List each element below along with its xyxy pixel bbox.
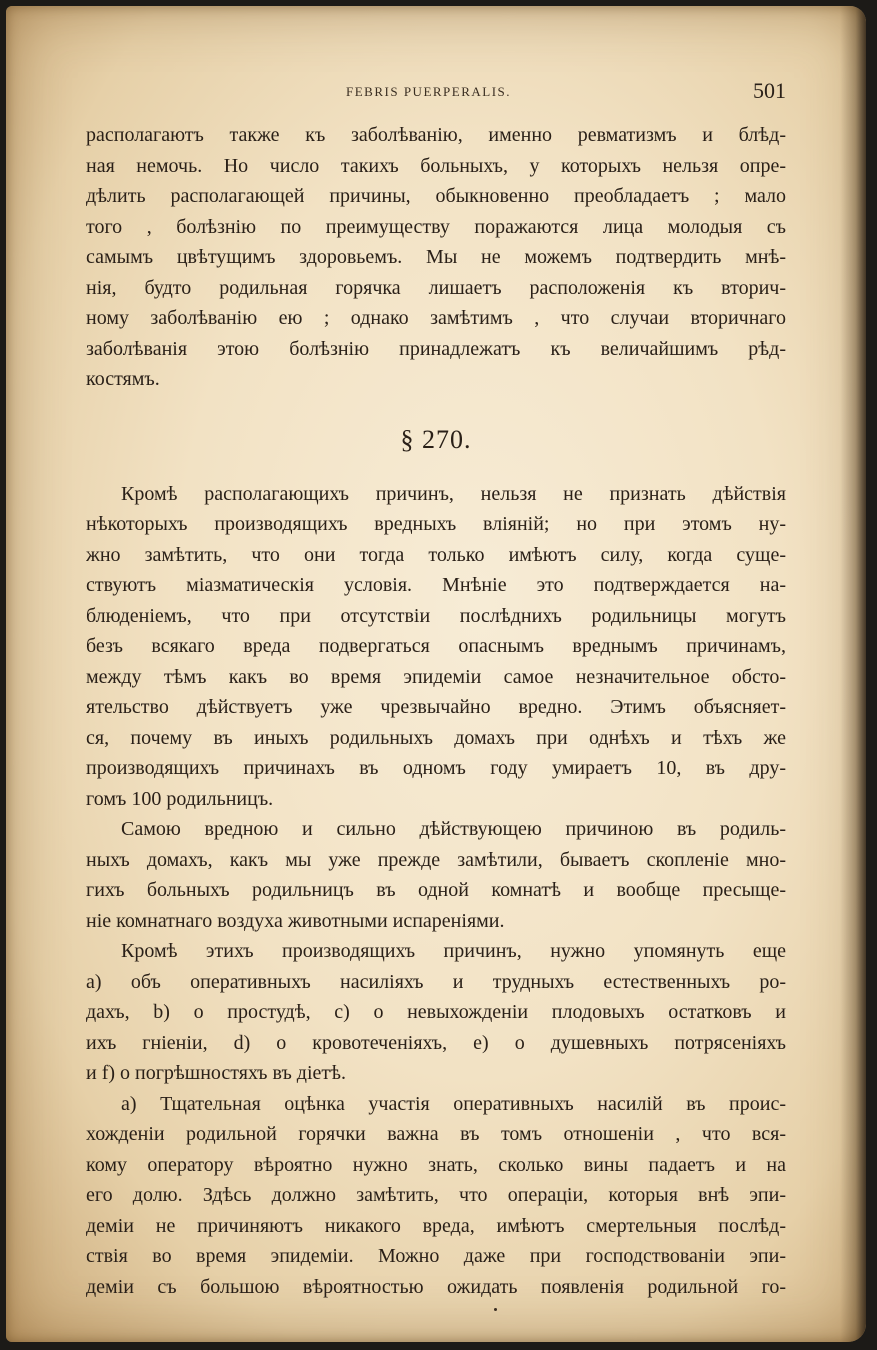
paragraph — [86, 936, 786, 1089]
ink-speck — [494, 1308, 497, 1311]
text-line: блюденіемъ, что при отсутствіи послѣднихъ родильницы могутъ — [86, 604, 786, 627]
text-line: ся, почему въ иныхъ родильныхъ домахъ при однѣхъ и тѣхъ же — [86, 726, 786, 749]
text-line: хожденіи родильной горячки важна въ томъ отношеніи , что вся- — [86, 1123, 786, 1145]
text-line: ствуютъ міазматическія условія. Мнѣніе это подтверждается на- — [86, 574, 786, 596]
text-line: ятельство дѣйствуетъ уже чрезвычайно вредно. Этимъ объясняет- — [86, 696, 786, 718]
text-line: ихъ гніеніи, d) о кровотеченіяхъ, e) о душевныхъ потрясеніяхъ — [86, 1031, 786, 1054]
text-line: ная немочь. Но число такихъ больныхъ, у которыхъ нельзя опре- — [86, 154, 786, 177]
text-line: ніе комнатнаго воздуха животными испареніями. — [86, 909, 505, 932]
text-line: того , болѣзнію по преимуществу поражаются лица молодыя съ — [86, 215, 786, 238]
text-line: производящихъ причинахъ въ одномъ году умираетъ 10, въ дру- — [86, 757, 786, 779]
text-line: ствія во время эпидеміи. Можно даже при господствованіи эпи- — [86, 1245, 786, 1267]
text-line: между тѣмъ какъ во время эпидеміи самое незначительное обсто- — [86, 665, 786, 688]
text-line: ныхъ домахъ, какъ мы уже прежде замѣтили, бываетъ скопленіе мно- — [86, 848, 786, 871]
page-number: 501 — [753, 78, 786, 103]
text-line: дѣлить располагающей причины, обыкновенно преобладаетъ ; мало — [86, 185, 786, 207]
paragraph — [86, 120, 786, 395]
text-line: располагаютъ также къ заболѣванію, именно ревматизмъ и блѣд- — [86, 124, 786, 146]
running-title: FEBRIS PUERPERALIS. — [346, 84, 512, 99]
text-line: нѣкоторыхъ производящихъ вредныхъ вліяній; но при этомъ ну- — [86, 513, 786, 535]
text-line: жно замѣтить, что они тогда только имѣютъ силу, когда суще- — [86, 543, 786, 566]
text-line: нія, будто родильная горячка лишаетъ расположенія къ вторич- — [86, 276, 786, 299]
paragraph — [86, 1089, 786, 1303]
text-line: заболѣванія этою болѣзнію принадлежатъ къ величайшимъ рѣд- — [86, 337, 786, 360]
text-line: самымъ цвѣтущимъ здоровьемъ. Мы не можемъ подтвердить мнѣ- — [86, 246, 786, 268]
text-line: костямъ. — [86, 368, 160, 390]
text-line: деміи не причиняютъ никакого вреда, имѣютъ смертельныя послѣд- — [86, 1214, 786, 1237]
text-line: гомъ 100 родильницъ. — [86, 787, 274, 810]
paragraph — [86, 479, 786, 815]
text-line: и f) о погрѣшностяхъ въ діетѣ. — [86, 1062, 347, 1084]
text-line: кому оператору вѣроятно нужно знать, сколько вины падаетъ и на — [86, 1153, 786, 1176]
text-line: безъ всякаго вреда подвергаться опаснымъ вреднымъ причинамъ, — [86, 635, 786, 657]
text-line: Самою вредною и сильно дѣйствующею причиною въ родиль- — [121, 818, 786, 840]
paragraph — [86, 814, 786, 936]
text-line: a) Тщательная оцѣнка участія оперативныхъ насилій въ проис- — [121, 1092, 786, 1115]
book-page — [6, 6, 866, 1342]
text-line: Кромѣ этихъ производящихъ причинъ, нужно упомянуть еще — [121, 940, 786, 962]
page-edge-shadow — [840, 6, 866, 1342]
section-heading: § 270. — [400, 424, 472, 454]
text-line: гихъ больныхъ родильницъ въ одной комнатѣ и вообще пресыще- — [86, 879, 786, 901]
text-line: дахъ, b) о простудѣ, c) о невыхожденіи плодовыхъ остатковъ и — [86, 1001, 786, 1023]
text-block — [86, 120, 786, 1302]
text-line: деміи съ большою вѣроятностью ожидать появленія родильной го- — [86, 1275, 786, 1298]
text-line: Кромѣ располагающихъ причинъ, нельзя не признать дѣйствія — [121, 482, 786, 505]
page-header — [86, 78, 786, 108]
text-line: его долю. Здѣсь должно замѣтить, что операціи, которыя внѣ эпи- — [86, 1184, 786, 1206]
text-line: a) объ оперативныхъ насиліяхъ и трудныхъ естественныхъ ро- — [86, 970, 786, 993]
text-line: ному заболѣванію ею ; однако замѣтимъ , что случаи вторичнаго — [86, 307, 786, 329]
